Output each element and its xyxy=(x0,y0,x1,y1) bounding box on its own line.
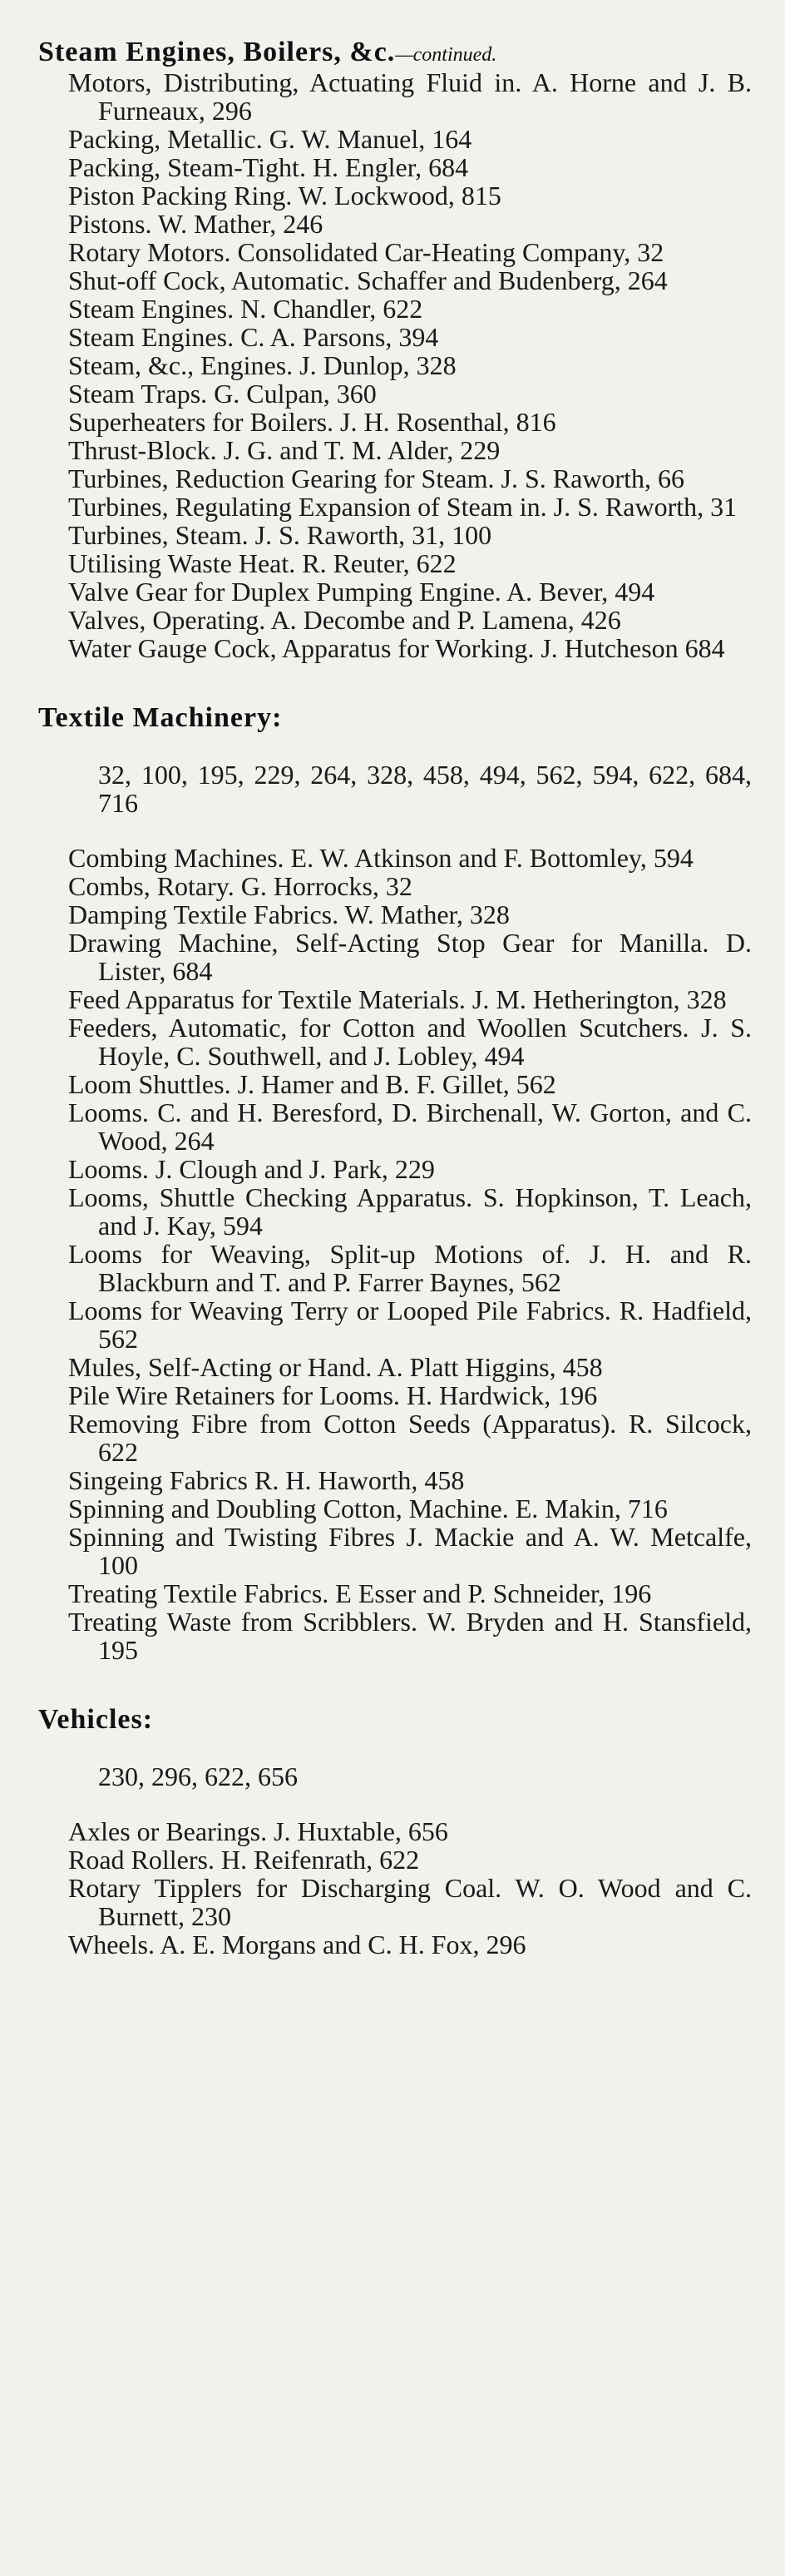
index-entry: Rotary Tipplers for Discharging Coal. W. O. Wood and C. Burnett, 230 xyxy=(68,1873,752,1931)
continued-label: —continued. xyxy=(395,44,497,66)
index-entry: Steam Engines. N. Chandler, 622 xyxy=(68,294,423,324)
index-entry: Turbines, Reduction Gearing for Steam. J. S. Raworth, 66 xyxy=(68,463,684,493)
section-page-refs: 230, 296, 622, 656 xyxy=(98,1761,298,1791)
index-entry: Axles or Bearings. J. Huxtable, 656 xyxy=(68,1816,448,1846)
index-entry: Looms for Weaving Terry or Looped Pile Fabrics. R. Hadfield, 562 xyxy=(68,1295,752,1354)
index-entry: Treating Textile Fabrics. E Esser and P. Schneider, 196 xyxy=(68,1578,652,1608)
index-entry: Shut-off Cock, Automatic. Schaffer and Budenberg, 264 xyxy=(68,265,668,295)
index-entry: Feeders, Automatic, for Cotton and Woollen Scutchers. J. S. Hoyle, C. Southwell, and J. Lobley, 494 xyxy=(68,1013,752,1071)
index-entry: Packing, Metallic. G. W. Manuel, 164 xyxy=(68,124,472,154)
index-entry: Thrust-Block. J. G. and T. M. Alder, 229 xyxy=(68,435,501,465)
index-entry: Rotary Motors. Consolidated Car-Heating Company, 32 xyxy=(68,237,664,267)
index-entry: Turbines, Regulating Expansion of Steam in. J. S. Raworth, 31 xyxy=(68,492,738,522)
index-entry: Combs, Rotary. G. Horrocks, 32 xyxy=(68,871,412,901)
heading-text: Steam Engines, Boilers, &c. xyxy=(38,37,396,67)
heading-text: Vehicles: xyxy=(38,1704,154,1735)
index-entry: Treating Waste from Scribblers. W. Bryden and H. Stansfield, 195 xyxy=(68,1607,752,1665)
index-entry: Looms. J. Clough and J. Park, 229 xyxy=(68,1154,435,1184)
section-textile-machinery xyxy=(38,702,752,1664)
section-heading xyxy=(38,1704,752,1736)
index-entry: Combing Machines. E. W. Atkinson and F. Bottomley, 594 xyxy=(68,843,694,873)
index-entry: Water Gauge Cock, Apparatus for Working. J. Hutcheson 684 xyxy=(68,633,725,663)
index-entry: Loom Shuttles. J. Hamer and B. F. Gillet, 562 xyxy=(68,1069,556,1099)
section-heading xyxy=(38,702,752,734)
index-entry: Valves, Operating. A. Decombe and P. Lamena, 426 xyxy=(68,605,621,635)
section-vehicles xyxy=(38,1704,752,1959)
index-entry: Spinning and Doubling Cotton, Machine. E. Makin, 716 xyxy=(68,1494,668,1523)
index-entry: Wheels. A. E. Morgans and C. H. Fox, 296 xyxy=(68,1930,526,1959)
index-entry: Packing, Steam-Tight. H. Engler, 684 xyxy=(68,152,469,182)
index-entry: Road Rollers. H. Reifenrath, 622 xyxy=(68,1845,420,1875)
index-entry: Mules, Self-Acting or Hand. A. Platt Higgins, 458 xyxy=(68,1352,603,1382)
index-entry: Feed Apparatus for Textile Materials. J. M. Hetherington, 328 xyxy=(68,984,727,1014)
index-entry: Removing Fibre from Cotton Seeds (Apparatus). R. Silcock, 622 xyxy=(68,1409,752,1467)
index-entry: Looms. C. and H. Beresford, D. Birchenall, W. Gorton, and C. Wood, 264 xyxy=(68,1097,752,1156)
heading-text: Textile Machinery: xyxy=(38,702,283,733)
section-page-refs: 32, 100, 195, 229, 264, 328, 458, 494, 562, 594, 622, 684, 716 xyxy=(98,760,752,818)
section-steam-engines xyxy=(38,37,752,662)
index-entry: Pistons. W. Mather, 246 xyxy=(68,209,323,239)
index-entry: Steam Engines. C. A. Parsons, 394 xyxy=(68,322,439,352)
index-entry: Singeing Fabrics R. H. Haworth, 458 xyxy=(68,1465,465,1495)
section-heading xyxy=(38,37,752,68)
index-entry: Motors, Distributing, Actuating Fluid in. A. Horne and J. B. Furneaux, 296 xyxy=(68,67,752,126)
index-entry: Damping Textile Fabrics. W. Mather, 328 xyxy=(68,899,510,929)
index-entry: Drawing Machine, Self-Acting Stop Gear for Manilla. D. Lister, 684 xyxy=(68,928,752,986)
index-entry: Looms for Weaving, Split-up Motions of. J. H. and R. Blackburn and T. and P. Farrer Baynes, 562 xyxy=(68,1239,752,1297)
index-entry: Valve Gear for Duplex Pumping Engine. A. Bever, 494 xyxy=(68,577,655,607)
index-entry: Looms, Shuttle Checking Apparatus. S. Hopkinson, T. Leach, and J. Kay, 594 xyxy=(68,1182,752,1241)
index-entry: Steam Traps. G. Culpan, 360 xyxy=(68,379,377,409)
index-entry: Steam, &c., Engines. J. Dunlop, 328 xyxy=(68,350,457,380)
index-entry: Utilising Waste Heat. R. Reuter, 622 xyxy=(68,548,457,578)
index-entry: Spinning and Twisting Fibres J. Mackie and A. W. Metcalfe, 100 xyxy=(68,1522,752,1580)
index-entry: Piston Packing Ring. W. Lockwood, 815 xyxy=(68,181,501,211)
index-entry: Superheaters for Boilers. J. H. Rosenthal, 816 xyxy=(68,407,556,437)
index-entry: Pile Wire Retainers for Looms. H. Hardwick, 196 xyxy=(68,1380,598,1410)
index-entry: Turbines, Steam. J. S. Raworth, 31, 100 xyxy=(68,520,492,550)
